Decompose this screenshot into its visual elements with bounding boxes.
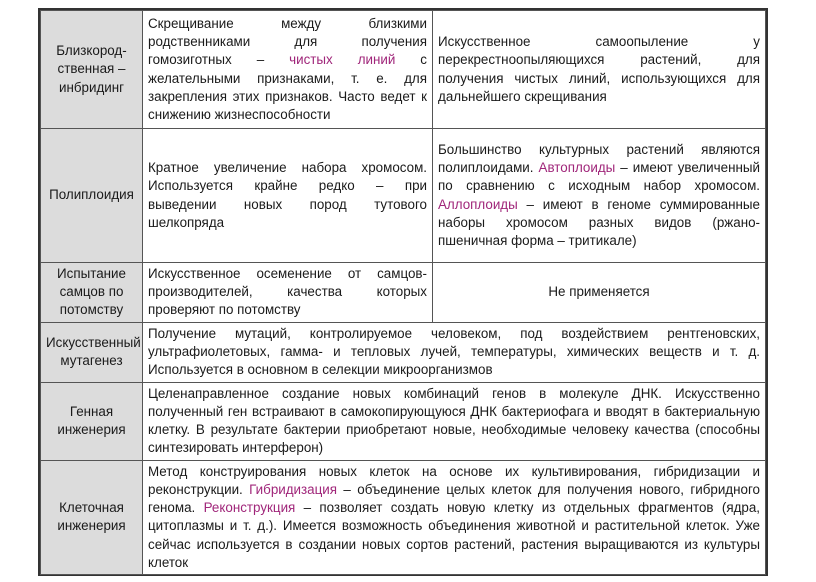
cell-text: Метод конструирования новых клеток на основе их культивирования, гибридизации и реконструкции. bbox=[148, 463, 760, 497]
highlight-term: Реконструкция bbox=[203, 500, 296, 516]
cell-text: – имеют увеличенный по сравнению с исходным набор хромосом. bbox=[438, 160, 760, 194]
cell-text: с желательными признаками, т. е. для закрепления этих признаков. Часто ведет к снижению жизнеспособности bbox=[148, 52, 427, 122]
cell-text: – объединение целых клеток для получения нового, гибридного генома. bbox=[148, 481, 760, 516]
plant-breeding-cell: Искусственное самоопыление у перекрестноопыляющихся растений, для получения чистых линий, использующихся для дальнейшего скрещивания bbox=[433, 11, 766, 129]
method-name: Искусственный мутагенез bbox=[41, 322, 143, 382]
method-name: Испытание самцов по потомству bbox=[41, 263, 143, 323]
table-row bbox=[41, 460, 766, 574]
table-row bbox=[41, 263, 766, 323]
cell-text: Скрещивание между близкими родственниками для получения гомозиготных – bbox=[148, 15, 427, 68]
method-name: Генная инженерия bbox=[41, 382, 143, 460]
cell-text: Большинство культурных растений являются полиплоидами. bbox=[438, 141, 760, 176]
table-row bbox=[41, 11, 766, 129]
method-description bbox=[143, 460, 766, 574]
method-description: Целенаправленное создание новых комбинаций генов в молекуле ДНК. Искусственно полученный ген встраивают в самокопирующуюся ДНК бактериофага и вводят в бактериальную клетку. В результате бактерии приобретают новые, необходимые человеку качества (способны синтезировать интерферон) bbox=[143, 382, 766, 460]
selection-methods-table bbox=[38, 8, 768, 576]
highlight-term: Аллоплоиды bbox=[438, 196, 518, 212]
method-name: Полиплоидия bbox=[41, 129, 143, 263]
plant-breeding-cell bbox=[433, 129, 766, 263]
highlight-term: Гибридизация bbox=[249, 481, 338, 497]
table-row bbox=[41, 382, 766, 460]
highlight-term: чистых линий bbox=[289, 52, 396, 68]
plant-breeding-cell: Не применяется bbox=[433, 263, 766, 323]
method-description: Получение мутаций, контролируемое человеком, под воздействием рентгеновских, ультрафиолетовых, гамма- и тепловых лучей, температуры, химических веществ и т. д. Используется в основном в селекции микроорганизмов bbox=[143, 322, 766, 382]
highlight-term: Автоплоиды bbox=[538, 160, 616, 176]
cell-text: – позволяет создать новую клетку из отдельных фрагментов (ядра, цитоплазмы и т. д.). Имеется возможность объединения животной и растительной клеток. Уже сейчас используется в создании новых сортов растений, растения выращиваются из культуры клеток bbox=[148, 500, 760, 570]
table-row bbox=[41, 322, 766, 382]
cell-text: – имеют в геноме суммированные наборы хромосом разных видов (ржано-пшеничная форма – тритикале) bbox=[438, 196, 760, 248]
animal-breeding-cell bbox=[143, 11, 433, 129]
method-name: Близкород- ственная – инбридинг bbox=[41, 11, 143, 129]
animal-breeding-cell: Искусственное осеменение от самцов-производителей, качества которых проверяют по потомству bbox=[143, 263, 433, 323]
method-name: Клеточная инженерия bbox=[41, 460, 143, 574]
table-row bbox=[41, 129, 766, 263]
animal-breeding-cell: Кратное увеличение набора хромосом. Используется крайне редко – при выведении новых пород тутового шелкопряда bbox=[143, 129, 433, 263]
